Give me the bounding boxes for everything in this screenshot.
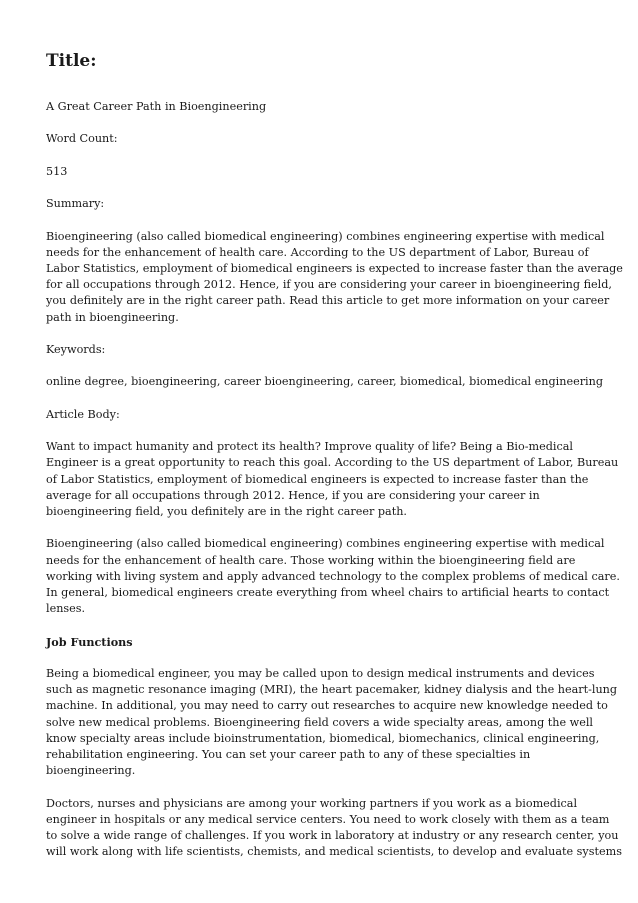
body-line: Engineer is a great opportunity to reach this goal. According to the US department of Labor, Bureau: [46, 456, 619, 470]
summary-line: you definitely are in the right career path. Read this article to get more information on your career: [46, 294, 610, 308]
body-line: solve new medical problems. Bioengineering field covers a wide specialty areas, among the well: [46, 715, 594, 729]
summary-line: Bioengineering (also called biomedical engineering) combines engineering expertise with medical: [46, 229, 605, 243]
summary-paragraph: [46, 229, 623, 326]
summary-label: Summary:: [46, 197, 105, 211]
body-paragraph-3: [46, 666, 618, 779]
summary-line: path in bioengineering.: [46, 310, 179, 324]
body-line: lenses.: [46, 602, 86, 616]
body-line: to solve a wide range of challenges. If you work in laboratory at industry or any research center, you: [46, 828, 619, 842]
keywords-value: online degree, bioengineering, career bioengineering, career, biomedical, biomedical engineering: [46, 375, 603, 389]
summary-line: for all occupations through 2012. Hence, if you are considering your career in bioengineering field,: [46, 278, 612, 292]
title-label: Title:: [46, 51, 97, 71]
body-line: In general, biomedical engineers create everything from wheel chairs to artificial hearts to contact: [46, 585, 610, 599]
body-line: needs for the enhancement of health care. Those working within the bioengineering field are: [46, 553, 576, 567]
body-paragraph-2: [46, 536, 620, 617]
body-line: will work along with life scientists, chemists, and medical scientists, to develop and evaluate systems: [46, 845, 622, 859]
body-paragraph-1: [46, 439, 619, 520]
keywords-label: Keywords:: [46, 342, 106, 356]
body-line: engineer in hospitals or any medical service centers. You need to work closely with them as a team: [46, 812, 610, 826]
body-line: Bioengineering (also called biomedical engineering) combines engineering expertise with medical: [46, 537, 605, 551]
article-body-label: Article Body:: [46, 407, 120, 421]
body-line: average for all occupations through 2012. Hence, if you are considering your career in: [46, 488, 540, 502]
body-line: of Labor Statistics, employment of biomedical engineers is expected to increase faster than the: [46, 472, 589, 486]
job-functions-heading: Job Functions: [46, 634, 133, 649]
word-count-label: Word Count:: [46, 132, 118, 146]
body-line: such as magnetic resonance imaging (MRI), the heart pacemaker, kidney dialysis and the heart-lung: [46, 683, 618, 697]
word-count-value: 513: [46, 164, 68, 178]
summary-line: needs for the enhancement of health care. According to the US department of Labor, Bureau of: [46, 245, 589, 259]
body-paragraph-4: [46, 796, 622, 861]
body-line: working with living system and apply advanced technology to the complex problems of medical care.: [46, 569, 620, 583]
body-line: bioengineering.: [46, 764, 136, 778]
article-title: A Great Career Path in Bioengineering: [46, 100, 267, 113]
body-line: Want to impact humanity and protect its health? Improve quality of life? Being a Bio-medical: [46, 440, 573, 454]
body-line: know specialty areas include bioinstrumentation, biomedical, biomechanics, clinical engineering,: [46, 731, 600, 745]
body-line: Being a biomedical engineer, you may be called upon to design medical instruments and devices: [46, 666, 595, 680]
body-line: Doctors, nurses and physicians are among your working partners if you work as a biomedical: [46, 796, 578, 810]
summary-line: Labor Statistics, employment of biomedical engineers is expected to increase faster than the average: [46, 261, 623, 275]
document-page: [46, 50, 623, 877]
body-line: machine. In additional, you may need to carry out researches to acquire new knowledge needed to: [46, 699, 608, 713]
body-line: bioengineering field, you definitely are in the right career path.: [46, 504, 407, 518]
body-line: rehabilitation engineering. You can set your career path to any of these specialties in: [46, 747, 531, 761]
